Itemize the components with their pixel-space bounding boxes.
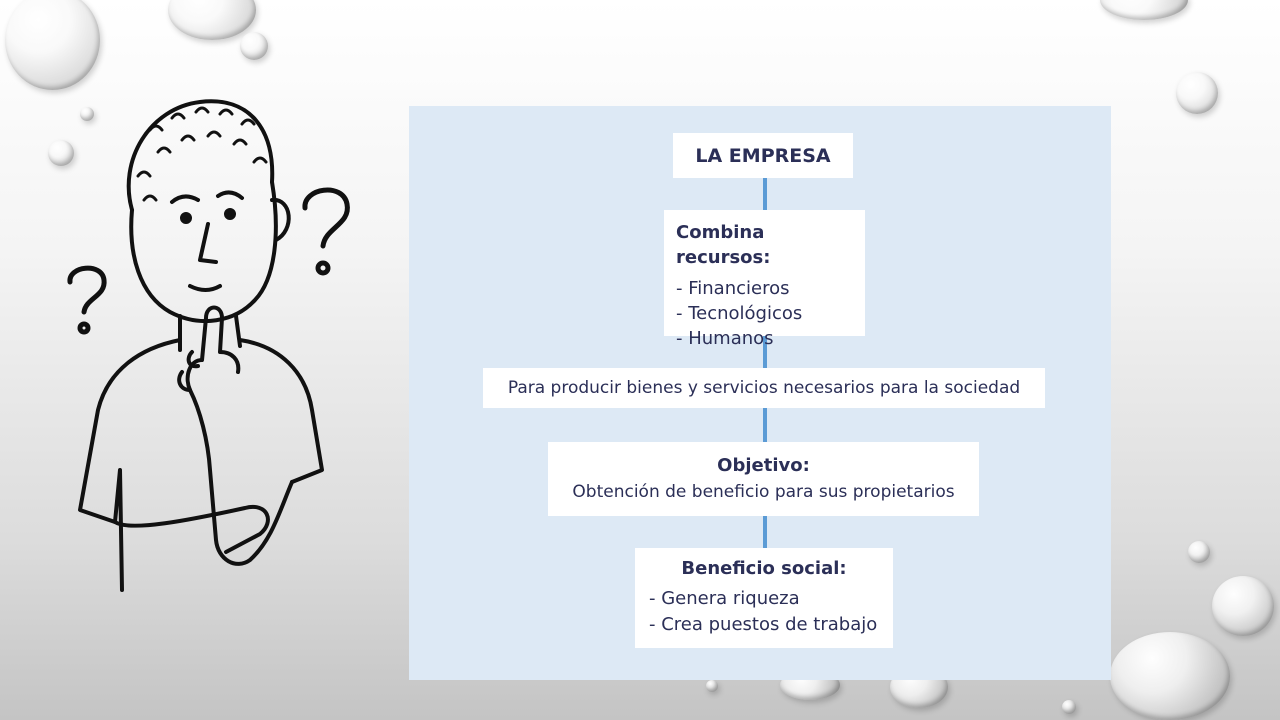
- water-drop-decoration: [1100, 0, 1188, 20]
- proposito-box: [483, 368, 1045, 408]
- eyebrow-icon: [218, 192, 242, 198]
- water-drop-decoration: [1212, 576, 1274, 636]
- water-drop-decoration: [1188, 541, 1210, 563]
- beneficio-box: [635, 548, 893, 648]
- connector-line: [763, 178, 767, 210]
- eye-icon: [182, 214, 190, 222]
- objetivo-heading: Objetivo:: [717, 455, 810, 476]
- eyebrow-icon: [172, 196, 198, 202]
- water-drop-decoration: [1176, 72, 1218, 114]
- thinking-person-icon: [40, 90, 380, 620]
- recursos-box: [664, 210, 865, 349]
- eye-icon: [226, 210, 234, 218]
- beneficio-item: - Genera riqueza: [649, 588, 800, 609]
- water-drop-decoration: [706, 680, 718, 692]
- question-mark-icon: [62, 260, 112, 338]
- beneficio-heading: Beneficio social:: [681, 558, 847, 579]
- connector-line: [763, 516, 767, 548]
- objetivo-box: [548, 442, 979, 516]
- empresa-title: LA EMPRESA: [695, 144, 831, 167]
- recursos-item: - Humanos: [676, 328, 774, 349]
- connector-line: [763, 408, 767, 442]
- nose-icon: [200, 224, 216, 262]
- recursos-item: - Tecnológicos: [676, 303, 803, 324]
- recursos-item: - Financieros: [676, 278, 790, 299]
- recursos-heading: Combina recursos:: [676, 222, 771, 268]
- beneficio-item: - Crea puestos de trabajo: [649, 614, 878, 635]
- water-drop-decoration: [1062, 700, 1076, 714]
- hair-icon: [129, 101, 273, 210]
- question-mark-icon: [295, 180, 357, 280]
- water-drop-decoration: [168, 0, 256, 40]
- objetivo-text: Obtención de beneficio para sus propietarios: [572, 482, 955, 502]
- water-drop-decoration: [1110, 632, 1230, 720]
- mouth-icon: [190, 286, 220, 290]
- water-drop-decoration: [240, 32, 268, 60]
- proposito-text: Para producir bienes y servicios necesarios para la sociedad: [507, 378, 1021, 398]
- arm-icon: [115, 507, 268, 552]
- shirt-icon: [80, 340, 322, 590]
- empresa-title-box: [673, 133, 853, 178]
- water-drop-decoration: [5, 0, 100, 90]
